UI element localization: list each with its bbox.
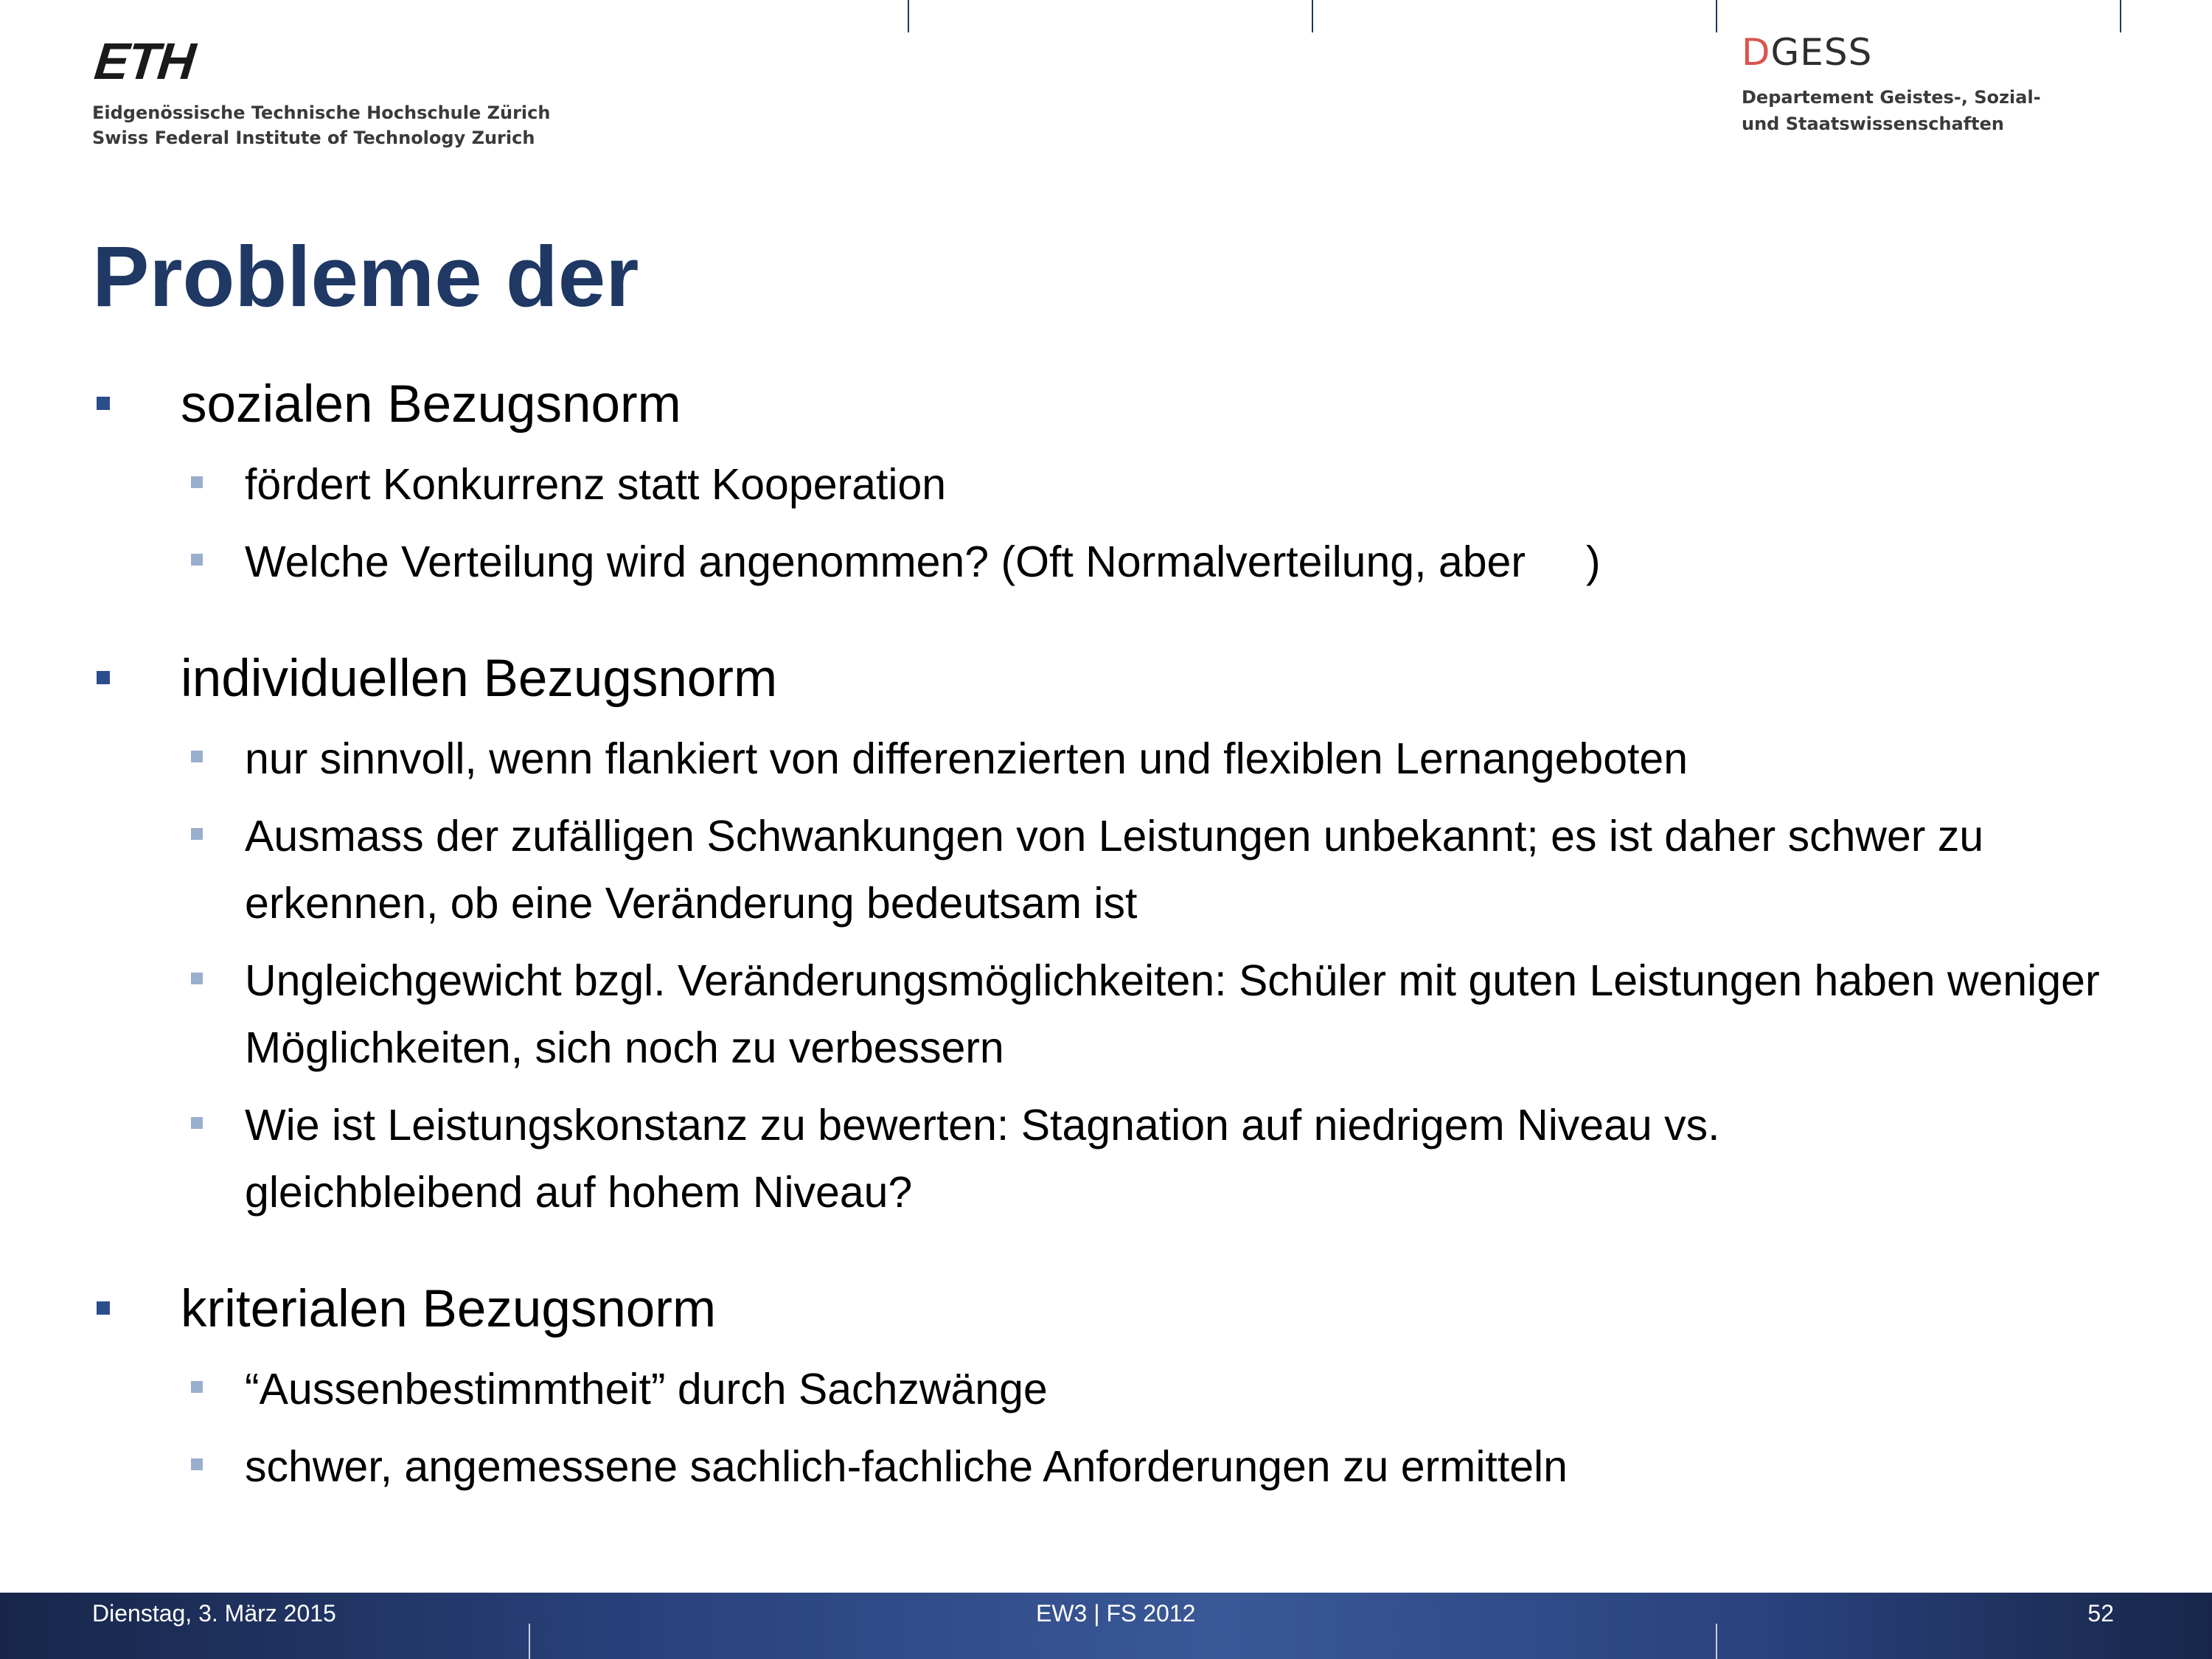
square-bullet-icon: [191, 828, 203, 840]
square-bullet-icon: [97, 671, 110, 684]
square-bullet-icon: [191, 1458, 203, 1470]
footer-date: Dienstag, 3. März 2015: [92, 1600, 336, 1627]
bullet-level2: [92, 529, 2157, 596]
bullet-text: Welche Verteilung wird angenommen? (Oft Normalverteilung, aber ): [245, 538, 1601, 586]
bullet-heading: sozialen Bezugsnorm: [181, 375, 681, 434]
bullet-text: Wie ist Leistungskonstanz zu bewerten: Stagnation auf niedrigem Niveau vs. gleichbleibend auf hohem Niveau?: [245, 1101, 1720, 1217]
square-bullet-icon: [191, 476, 203, 488]
square-bullet-icon: [191, 1117, 203, 1129]
dgess-logo-initial: D: [1742, 31, 1771, 74]
bullet-level1: [92, 1273, 2157, 1346]
slide-content: [92, 369, 2157, 1500]
bullet-text: schwer, angemessene sachlich-fachliche Anforderungen zu ermitteln: [245, 1442, 1568, 1491]
eth-logo: [91, 32, 551, 150]
bullet-text: Ausmass der zufälligen Schwankungen von Leistungen unbekannt; es ist daher schwer zu erkennen, ob eine Veränderung bedeutsam ist: [245, 812, 1984, 928]
section-kriteriale-bezugsnorm: [92, 1273, 2157, 1500]
bullet-level2: [92, 726, 2157, 793]
slide-title: Probleme der: [92, 229, 639, 324]
footer-divider: [1716, 1624, 1717, 1659]
bullet-text: nur sinnvoll, wenn flankiert von differenzierten und flexiblen Lernangeboten: [245, 734, 1688, 783]
top-tick-mark: [1716, 0, 1717, 32]
square-bullet-icon: [97, 1301, 110, 1315]
footer-page-number: 52: [2087, 1600, 2114, 1627]
top-tick-mark: [2120, 0, 2121, 32]
dgess-logo-line2: und Staatswissenschaften: [1742, 114, 2005, 134]
eth-logo-mark: ETH: [91, 32, 197, 90]
dgess-logo: [1742, 31, 2110, 137]
section-individuelle-bezugsnorm: [92, 643, 2157, 1226]
square-bullet-icon: [191, 554, 203, 566]
square-bullet-icon: [97, 397, 110, 410]
bullet-level2: [92, 451, 2157, 518]
bullet-level2: [92, 1433, 2157, 1500]
bullet-heading: kriterialen Bezugsnorm: [181, 1280, 717, 1338]
footer-course: EW3 | FS 2012: [1036, 1600, 1196, 1627]
square-bullet-icon: [191, 973, 203, 984]
top-tick-mark: [1312, 0, 1313, 32]
bullet-level2: [92, 1356, 2157, 1423]
dgess-logo-line1: Departement Geistes-, Sozial-: [1742, 87, 2041, 108]
top-tick-mark: [908, 0, 909, 32]
dgess-logo-mark: [1742, 31, 2110, 74]
footer-divider: [529, 1624, 530, 1659]
bullet-text: fördert Konkurrenz statt Kooperation: [245, 460, 947, 509]
bullet-level2: [92, 803, 2157, 937]
bullet-heading: individuellen Bezugsnorm: [181, 650, 778, 708]
bullet-text: Ungleichgewicht bzgl. Veränderungsmöglichkeiten: Schüler mit guten Leistungen haben weniger Möglichkeiten, sich noch zu verbessern: [245, 956, 2100, 1072]
bullet-level2: [92, 1092, 2157, 1226]
bullet-text: “Aussenbestimmtheit” durch Sachzwänge: [245, 1365, 1048, 1413]
eth-logo-line-english: Swiss Federal Institute of Technology Zurich: [92, 128, 535, 148]
bullet-level1: [92, 369, 2157, 441]
section-soziale-bezugsnorm: [92, 369, 2157, 596]
eth-logo-line-german: Eidgenössische Technische Hochschule Zürich: [92, 102, 551, 123]
dgess-logo-rest: GESS: [1770, 31, 1873, 74]
square-bullet-icon: [191, 751, 203, 762]
slide-footer: [0, 1593, 2212, 1659]
square-bullet-icon: [191, 1381, 203, 1393]
bullet-level1: [92, 643, 2157, 715]
bullet-level2: [92, 947, 2157, 1082]
